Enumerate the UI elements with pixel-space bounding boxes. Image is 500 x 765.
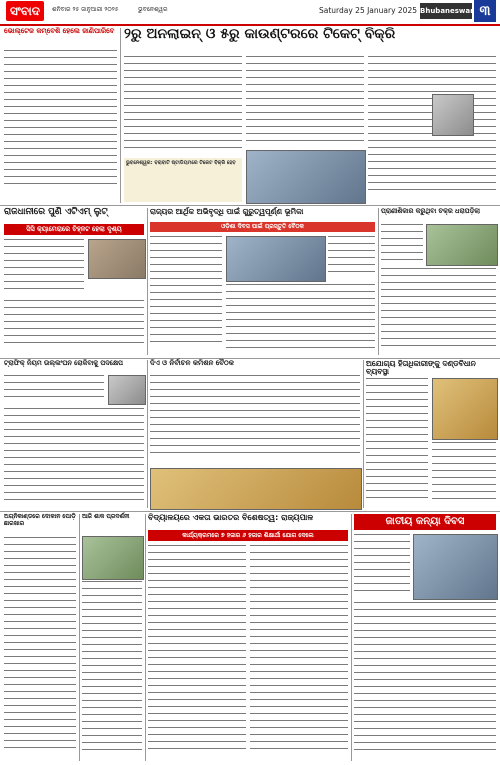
story-9-body bbox=[4, 537, 76, 761]
story-4-col-2 bbox=[226, 284, 375, 355]
story-7-headline-wrap bbox=[150, 360, 360, 372]
story-11-col-2 bbox=[250, 545, 348, 761]
story-8-col-2 bbox=[432, 442, 496, 508]
story-2-headline: ୨ରୁ ଅନଲାଇନ୍ ଓ ୫ରୁ କାଉଣ୍ଟରରେ ଟିକେଟ୍ ବିକ୍ରି bbox=[124, 26, 396, 42]
story-4-headline-wrap bbox=[150, 208, 375, 220]
story-11-headline: ବିଦ୍ୟାଳୟରେ ଏକତା ଭାରତର ବିଶେଷତ୍ୱ: ରାଜ୍ୟପାଳ bbox=[148, 513, 314, 522]
story-10-headline-wrap bbox=[82, 514, 142, 534]
section-label: ଭୁବନେଶ୍ୱର bbox=[138, 6, 168, 13]
story-12-col-1 bbox=[354, 534, 410, 598]
story-11-headline-wrap bbox=[148, 514, 348, 528]
story-2-lead: ଭୁବନେଶ୍ୱର: ବରାବାଟି ଷ୍ଟାଡିୟମରେ ଟିକେଟ ବିକ୍ରି ହେବ bbox=[126, 160, 236, 166]
story-4-col-3 bbox=[328, 236, 375, 280]
story-3-subhead: ସିସି କ୍ୟାମେରାରେ ଚିହ୍ନଟ ହେଲା ଦୃଶ୍ୟ bbox=[4, 224, 144, 235]
edition-date-odia: ଶନିବାର ୨୫ ଜାନୁଆରୀ ୨୦୨୫ bbox=[52, 6, 119, 13]
story-8-headline-wrap bbox=[366, 359, 496, 377]
meeting-photo bbox=[226, 236, 326, 282]
atm-photo bbox=[88, 239, 146, 279]
story-6-col-1 bbox=[4, 375, 104, 405]
story-10-headline: ଆଜି ଶାକ ପ୍ରଦର୍ଶନୀ bbox=[82, 513, 130, 520]
story-2-headline-wrap bbox=[124, 27, 496, 51]
rice-photo bbox=[432, 378, 498, 440]
stadium-photo bbox=[246, 150, 366, 204]
animal-photo bbox=[426, 224, 498, 266]
story-4-subhead: ଓଡ଼ିଶା ଦିବସ ପାଇଁ ପ୍ରସ୍ତୁତି ବୈଠକ bbox=[150, 222, 375, 232]
story-3-col-1a bbox=[4, 239, 84, 299]
traffic-photo bbox=[108, 375, 146, 405]
story-6-body bbox=[4, 408, 144, 508]
story-3-headline-wrap bbox=[4, 208, 144, 222]
story-8-headline: ଅଯୋଗ୍ୟ ହିତାଧିକାରୀଙ୍କୁ ଦଣ୍ଡବିଧାନ ବ୍ୟବସ୍ଥା bbox=[366, 359, 476, 377]
story-5-body bbox=[381, 268, 496, 355]
story-11-col-1 bbox=[148, 545, 246, 761]
story-6-headline-wrap bbox=[4, 360, 144, 372]
story-12-headline: ଜାତୀୟ କନ୍ୟା ଦିବସ bbox=[354, 514, 496, 530]
story-4-col-1 bbox=[150, 236, 222, 355]
story-9-headline-wrap bbox=[4, 514, 76, 534]
story-12-body bbox=[354, 602, 496, 761]
girls-day-photo bbox=[413, 534, 498, 600]
story-1-body bbox=[4, 50, 117, 200]
story-7-headline: ଦିଏ ଓ ନିର୍ବାଚନ କମିଶନ ବୈଠକ bbox=[150, 359, 234, 367]
story-7-body bbox=[150, 375, 360, 465]
story-5-col-1 bbox=[381, 224, 423, 264]
story-2-col-1 bbox=[124, 56, 242, 156]
story-9-headline: ଅଗ୍ନିକାଣ୍ଡରେ ଦୋକାନ ପୋଡ଼ି ଛାରଖାର bbox=[4, 513, 76, 527]
story-8-col-1 bbox=[366, 378, 428, 508]
page-number: ୩ bbox=[474, 0, 496, 22]
story-11-subhead: କାର୍ଯ୍ୟକ୍ରମରେ ୭ ହଜାର ୬ ହଜାର ଶିକ୍ଷାର୍ଥୀ ଯୋଗ ଦେଲେ bbox=[148, 530, 348, 541]
story-5-headline: ପ୍ରାଣୀଶିକାର କରୁଥିବା ଚକ୍ର ଧରାପଡ଼ିଲା bbox=[381, 207, 481, 215]
story-2-highlight-box bbox=[124, 158, 242, 202]
story-3-body bbox=[4, 300, 144, 355]
reporter-photo bbox=[432, 94, 474, 136]
story-4-headline: ରାଜ୍ୟର ଆର୍ଥିକ ଅଭିବୃଦ୍ଧି ପାଇଁ ଗୁରୁତ୍ୱପୂର୍ଣ୍ଣ ଭୂମିକା bbox=[150, 207, 304, 216]
newspaper-logo: ସଂବାଦ bbox=[6, 1, 44, 21]
vegetable-photo bbox=[82, 536, 144, 580]
story-6-headline: ଟ୍ରାଫିକ୍ ନିୟମ ଉଲ୍ଲଂଘନ ରୋକିବାକୁ ପଦକ୍ଷେପ bbox=[4, 359, 124, 367]
publication-date: Saturday 25 January 2025 bbox=[318, 6, 417, 15]
story-2-col-2 bbox=[246, 56, 364, 148]
event-photo bbox=[150, 468, 362, 510]
story-1-headline: ଭୋଲ୍ଟେଜ କମ୍‌ବେଶି ହେଲେ ଜାଣିପାରିବେ bbox=[4, 27, 115, 35]
story-5-headline-wrap bbox=[381, 208, 496, 220]
story-10-body bbox=[82, 581, 142, 761]
story-1-headline-wrap bbox=[4, 28, 117, 46]
story-3-headline: ରାଜଧାନୀରେ ପୁଣି ଏଟିଏମ୍ ଲୁଟ୍ bbox=[4, 207, 108, 217]
masthead bbox=[0, 0, 500, 26]
city-label: Bhubaneswar bbox=[420, 3, 472, 19]
